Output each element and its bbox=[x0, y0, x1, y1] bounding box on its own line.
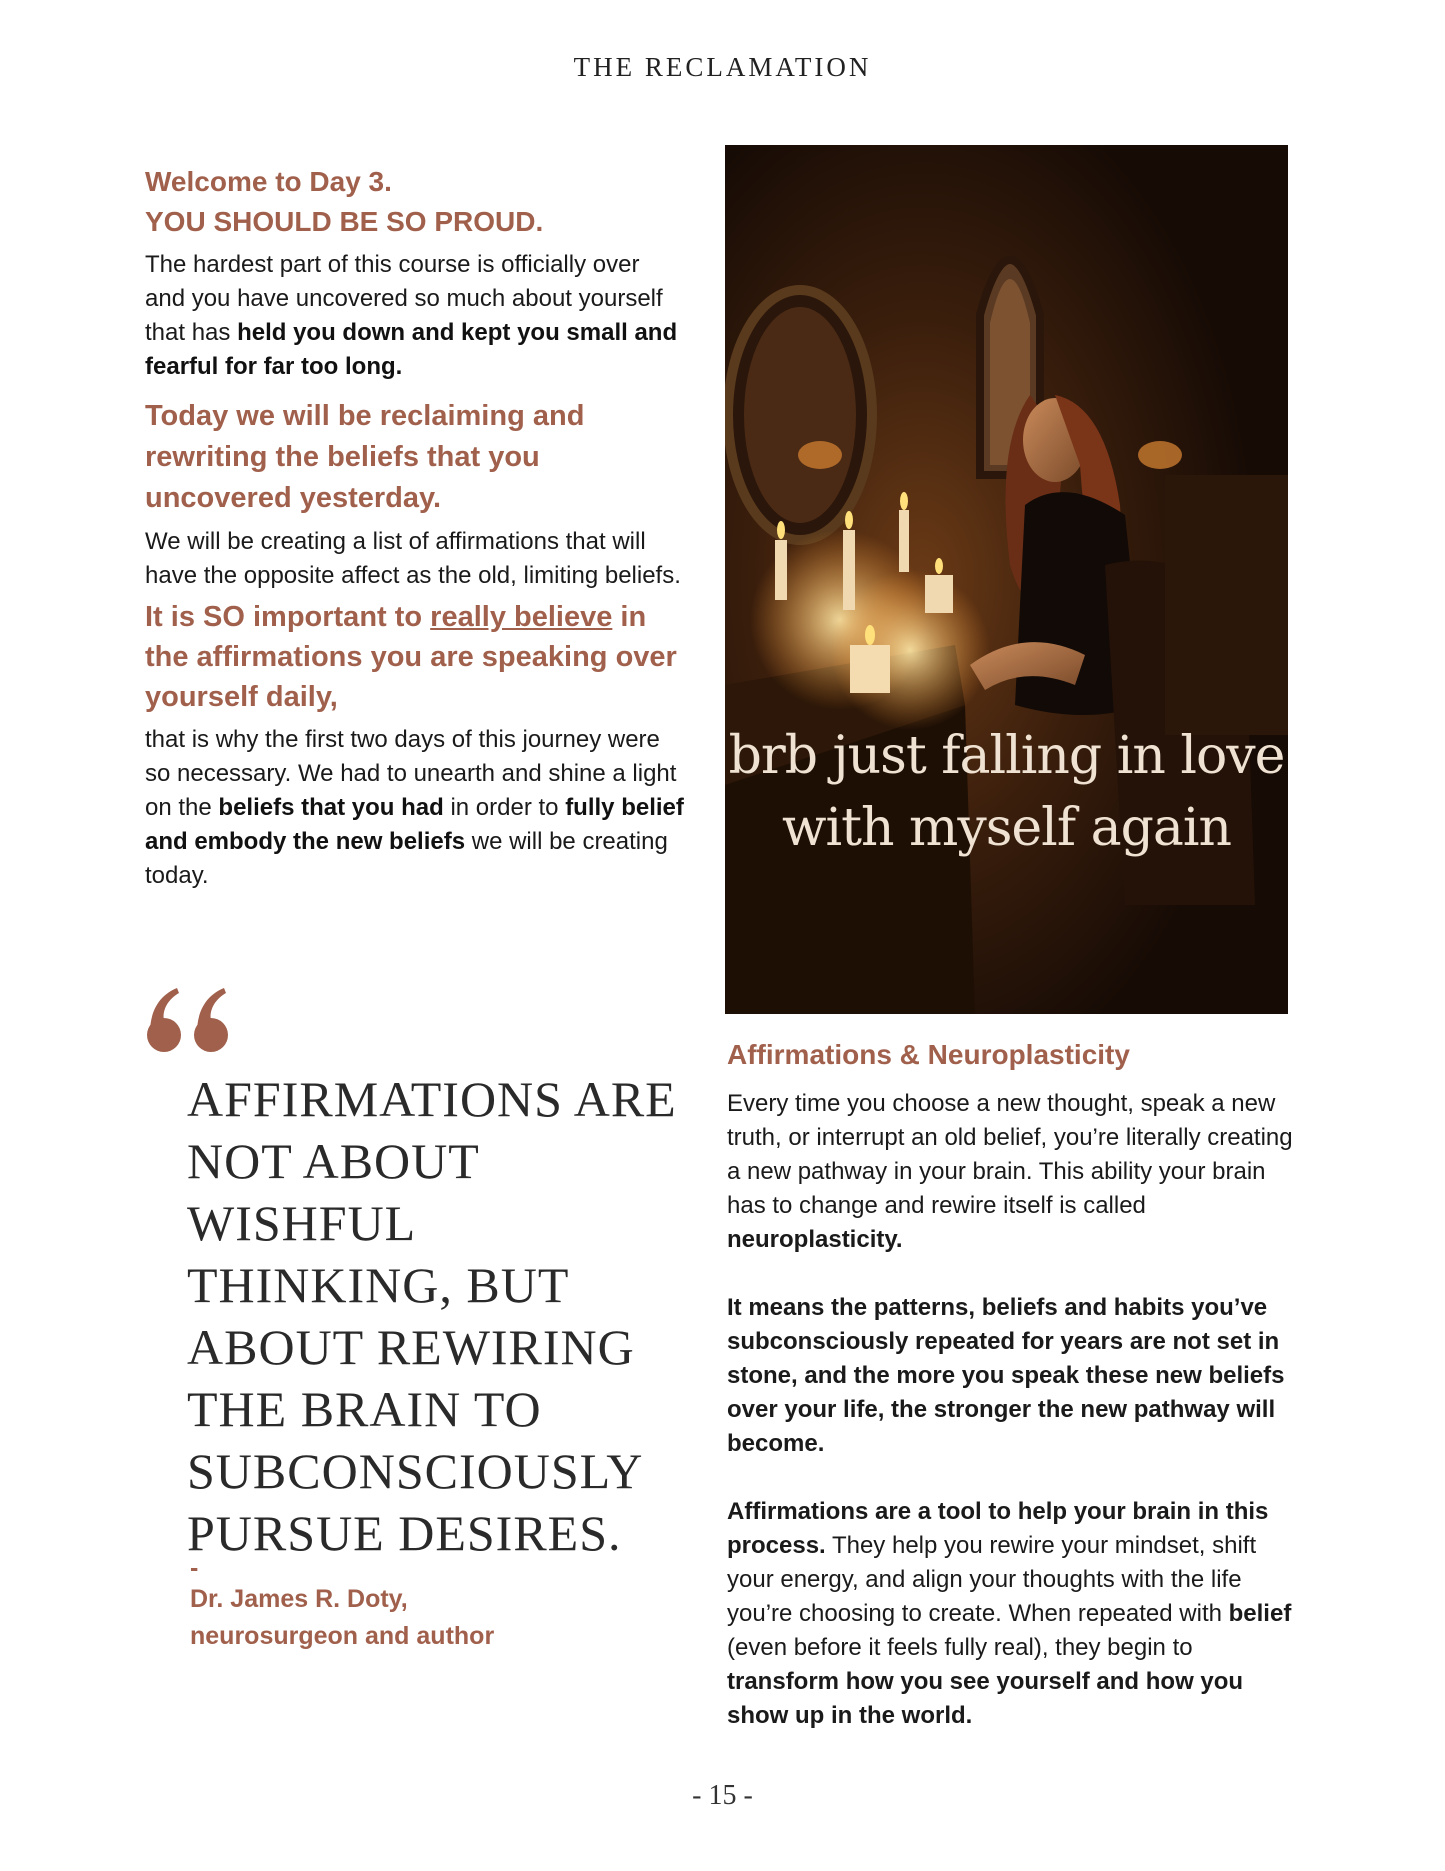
journey-bold-1: beliefs that you had bbox=[218, 794, 444, 821]
journey-text-d: we will be creating today. bbox=[145, 828, 668, 889]
quote-text: AFFIRMATIONS ARE NOT ABOUT WISHFUL THINKING, BUT ABOUT REWIRING THE BRAIN TO SUBCONSCIOUSLY PURSUE DESIRES. bbox=[187, 1071, 677, 1561]
believe-heading bbox=[145, 597, 685, 717]
hero-photo bbox=[725, 145, 1288, 1014]
believe-heading-a: It is SO important to bbox=[145, 601, 431, 633]
intro-paragraph bbox=[145, 248, 685, 384]
affirmations-paragraph: We will be creating a list of affirmations that will have the opposite affect as the old, limiting beliefs. bbox=[145, 528, 681, 589]
journey-paragraph bbox=[145, 723, 685, 893]
author-title: neurosurgeon and author bbox=[190, 1622, 495, 1650]
tool-text-a: They help you rewire your mindset, shift your energy, and align your thoughts with the life you’re choosing to create. When repeated with bbox=[727, 1532, 1257, 1627]
believe-heading-underlined: really believe bbox=[430, 601, 613, 633]
intro-text: The hardest part of this course is officially over and you have uncovered so much about yourself that has bbox=[145, 251, 663, 346]
left-column bbox=[145, 162, 685, 893]
tool-paragraph bbox=[727, 1495, 1297, 1733]
attribution-dash: - bbox=[190, 1554, 199, 1582]
quote-mark-icon bbox=[145, 985, 235, 1055]
welcome-line-2: YOU SHOULD BE SO PROUD. bbox=[145, 206, 544, 237]
right-column bbox=[727, 1035, 1297, 1733]
reclaiming-heading: Today we will be reclaiming and rewriting the beliefs that you uncovered yesterday. bbox=[145, 400, 585, 514]
welcome-line-1: Welcome to Day 3. bbox=[145, 166, 392, 197]
neuroplasticity-bold: neuroplasticity. bbox=[727, 1226, 903, 1253]
page-number: - 15 - bbox=[692, 1780, 753, 1811]
neuroplasticity-heading: Affirmations & Neuroplasticity bbox=[727, 1039, 1130, 1070]
page-header: THE RECLAMATION bbox=[573, 52, 872, 82]
journey-text-c: in order to bbox=[443, 794, 566, 821]
neuroplasticity-text: Every time you choose a new thought, speak a new truth, or interrupt an old belief, you’re literally creating a new pathway in your brain. This ability your brain has to change and rewire itself is called bbox=[727, 1090, 1293, 1219]
tool-bold-1: Affirmations are a tool to help your brain in this process. bbox=[727, 1498, 1269, 1559]
believe-heading-b: in the affirmations you are speaking over yourself daily, bbox=[145, 601, 677, 713]
patterns-bold: It means the patterns, beliefs and habits you’ve subconsciously repeated for years are not set in stone, and the more you speak these new beliefs over your life, the stronger the new pathway will become. bbox=[727, 1294, 1285, 1457]
author-name: Dr. James R. Doty, bbox=[190, 1585, 408, 1613]
intro-bold: held you down and kept you small and fearful for far too long. bbox=[145, 319, 678, 380]
quote-attribution bbox=[190, 1555, 670, 1655]
neuroplasticity-paragraph bbox=[727, 1087, 1297, 1257]
tool-bold-3: transform how you see yourself and how you show up in the world. bbox=[727, 1668, 1244, 1729]
welcome-heading bbox=[145, 162, 685, 242]
photo-caption: brb just falling in love with myself again bbox=[728, 726, 1285, 858]
patterns-paragraph bbox=[727, 1291, 1297, 1461]
tool-bold-2: belief bbox=[1228, 1600, 1292, 1627]
journey-text-a: that is why the first two days of this journey were so necessary. We had to unearth and shine a light on the bbox=[145, 726, 677, 821]
tool-text-b: (even before it feels fully real), they begin to bbox=[727, 1634, 1193, 1661]
candlelit-room-illustration bbox=[725, 145, 1288, 1014]
journey-bold-2: fully belief and embody the new beliefs bbox=[145, 794, 684, 855]
